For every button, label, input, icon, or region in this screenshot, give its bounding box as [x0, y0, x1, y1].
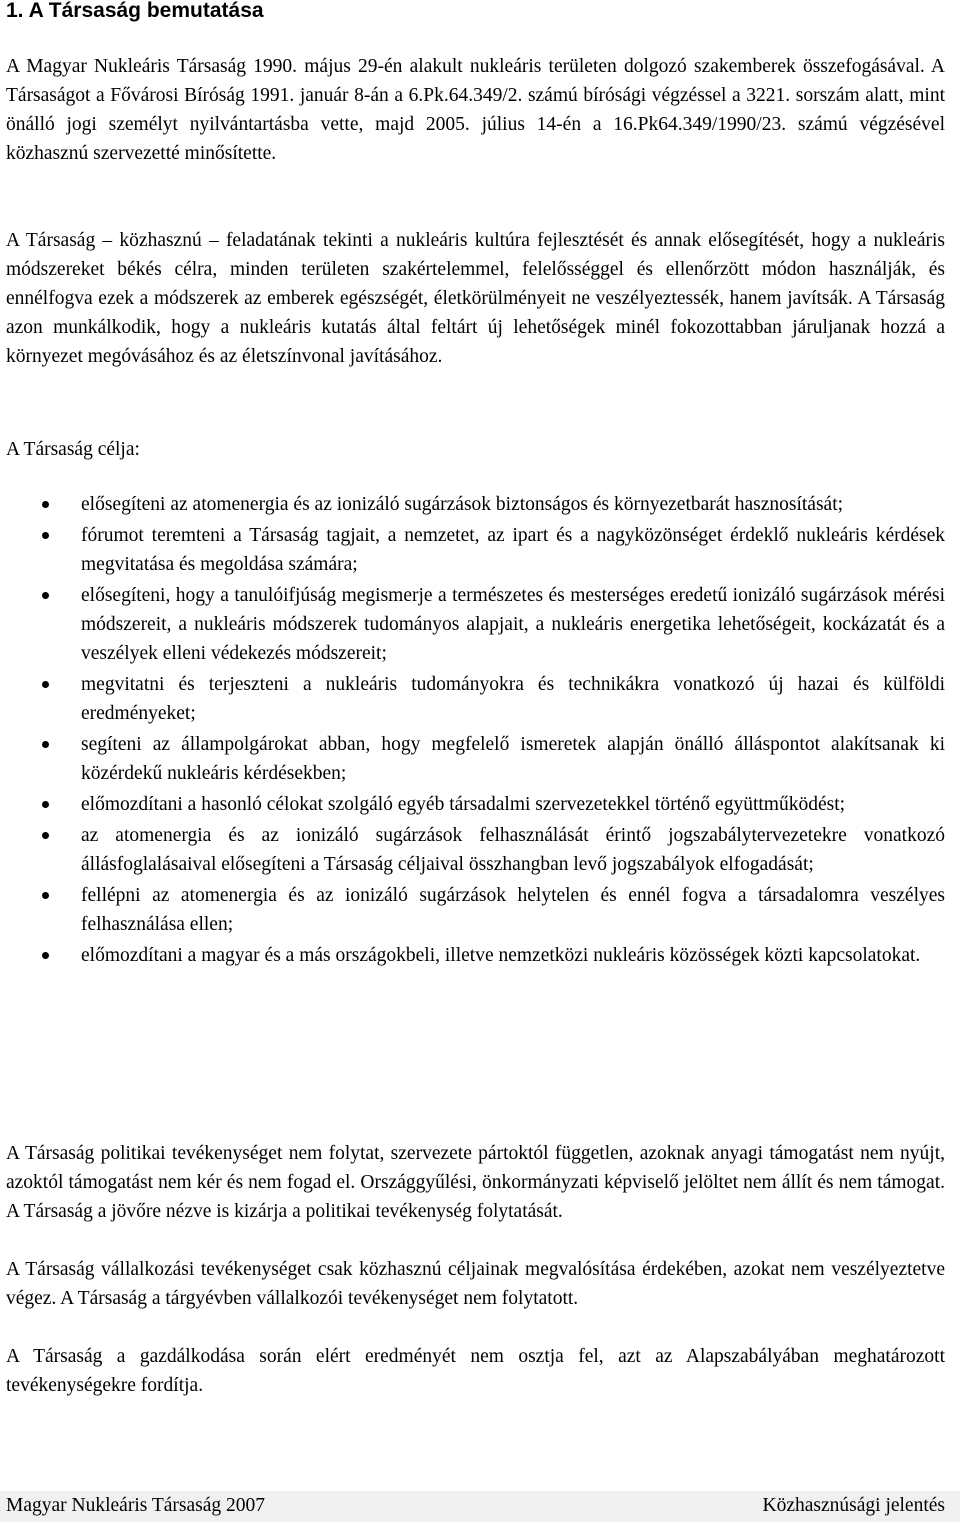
goal-item — [6, 790, 945, 819]
goal-text: fórumot teremteni a Társaság tagjait, a nemzetet, az ipart és a nagyközönséget érdeklő nukleáris kérdések megvitatása és megoldása számára; — [81, 525, 945, 575]
goal-item — [6, 521, 945, 579]
goal-item — [6, 670, 945, 728]
goal-item — [6, 881, 945, 939]
bullet-icon — [42, 952, 49, 959]
finance-paragraph: A Társaság a gazdálkodása során elért eredményét nem osztja fel, azt az Alapszabályában meghatározott tevékenységekre fordítja. — [6, 1346, 945, 1396]
bullet-icon — [42, 741, 49, 748]
goal-text: előmozdítani a hasonló célokat szolgáló egyéb társadalmi szervezetekkel történő együttműködést; — [81, 794, 846, 815]
goal-item — [6, 490, 945, 519]
mission-paragraph: A Társaság – közhasznú – feladatának tekinti a nukleáris kultúra fejlesztését és annak elősegítését, hogy a nukleáris módszereket békés célra, minden területen szakértelemmel, felelősséggel és ellenőrzött módon használják, és ennélfogva ezek a módszerek az emberek egészségét, életkörülményeit ne veszélyeztessék, hanem javítsák. A Társaság azon munkálkodik, hogy a nukleáris kutatás által feltárt új lehetőségek minél fokozottabban járuljanak hozzá a környezet megóvásához és az életszínvonal javításához. — [6, 230, 945, 367]
goal-text: segíteni az állampolgárokat abban, hogy megfelelő ismeretek alapján önálló álláspontot alakítsanak ki közérdekű nukleáris kérdésekben; — [81, 734, 945, 784]
bullet-icon — [42, 832, 49, 839]
footer-report-title: Közhasznúsági jelentés — [762, 1495, 945, 1516]
goal-text: előmozdítani a magyar és a más országokbeli, illetve nemzetközi nukleáris közösségek közti kapcsolatokat. — [81, 945, 921, 966]
section-heading: 1. A Társaság bemutatása — [6, 0, 264, 22]
bullet-icon — [42, 681, 49, 688]
goal-item — [6, 821, 945, 879]
goal-text: az atomenergia és az ionizáló sugárzások felhasználását érintő jogszabálytervezetekre vonatkozó állásfoglalásaival elősegíteni a Társaság céljaival összhangban levő jogszabályok elfogadását; — [81, 825, 945, 875]
bullet-icon — [42, 592, 49, 599]
goal-text: elősegíteni, hogy a tanulóifjúság megismerje a természetes és mesterséges eredetű ionizáló sugárzások mérési módszereit, a nukleáris módszerek tudományos alapjait, a nukleáris energetika lehetőségeit, kockázatát és a veszélyek elleni védekezés módszereit; — [81, 585, 945, 664]
goals-list — [6, 490, 945, 970]
goal-item — [6, 730, 945, 788]
goal-item — [6, 581, 945, 668]
bullet-icon — [42, 801, 49, 808]
founding-paragraph: A Magyar Nukleáris Társaság 1990. május 29-én alakult nukleáris területen dolgozó szakemberek összefogásával. A Társaságot a Fővárosi Bíróság 1991. január 8-án a 6.Pk.64.349/2. számú bírósági végzéssel a 3221. sorszám alatt, mint önálló jogi személyt nyilvántartásba vette, majd 2005. július 14-én a 16.Pk64.349/1990/23. számú végzésével közhasznú szervezetté minősítette. — [6, 56, 945, 164]
bullet-icon — [42, 892, 49, 899]
footer-organization: Magyar Nukleáris Társaság 2007 — [6, 1495, 266, 1516]
business-paragraph: A Társaság vállalkozási tevékenységet csak közhasznú céljainak megvalósítása érdekében, azokat nem veszélyeztetve végez. A Társaság a tárgyévben vállalkozói tevékenységet nem folytatott. — [6, 1259, 945, 1309]
bullet-icon — [42, 501, 49, 508]
politics-paragraph: A Társaság politikai tevékenységet nem folytat, szervezete pártoktól független, azoknak anyagi támogatást nem nyújt, azoktól támogatást nem kér és nem fogad el. Országgyűlési, önkormányzati képviselő jelöltet nem állít és nem támogat. A Társaság a jövőre nézve is kizárja a politikai tevékenység folytatását. — [6, 1143, 945, 1222]
goal-text: fellépni az atomenergia és az ionizáló sugárzások helytelen és ennél fogva a társadalomra veszélyes felhasználása ellen; — [81, 885, 945, 935]
goal-text: megvitatni és terjeszteni a nukleáris tudományokra és technikákra vonatkozó új hazai és külföldi eredményeket; — [81, 674, 945, 724]
goals-label: A Társaság célja: — [6, 439, 140, 460]
bullet-icon — [42, 532, 49, 539]
goal-text: elősegíteni az atomenergia és az ionizáló sugárzások biztonságos és környezetbarát hasznosítását; — [81, 494, 844, 515]
goal-item — [6, 941, 945, 970]
